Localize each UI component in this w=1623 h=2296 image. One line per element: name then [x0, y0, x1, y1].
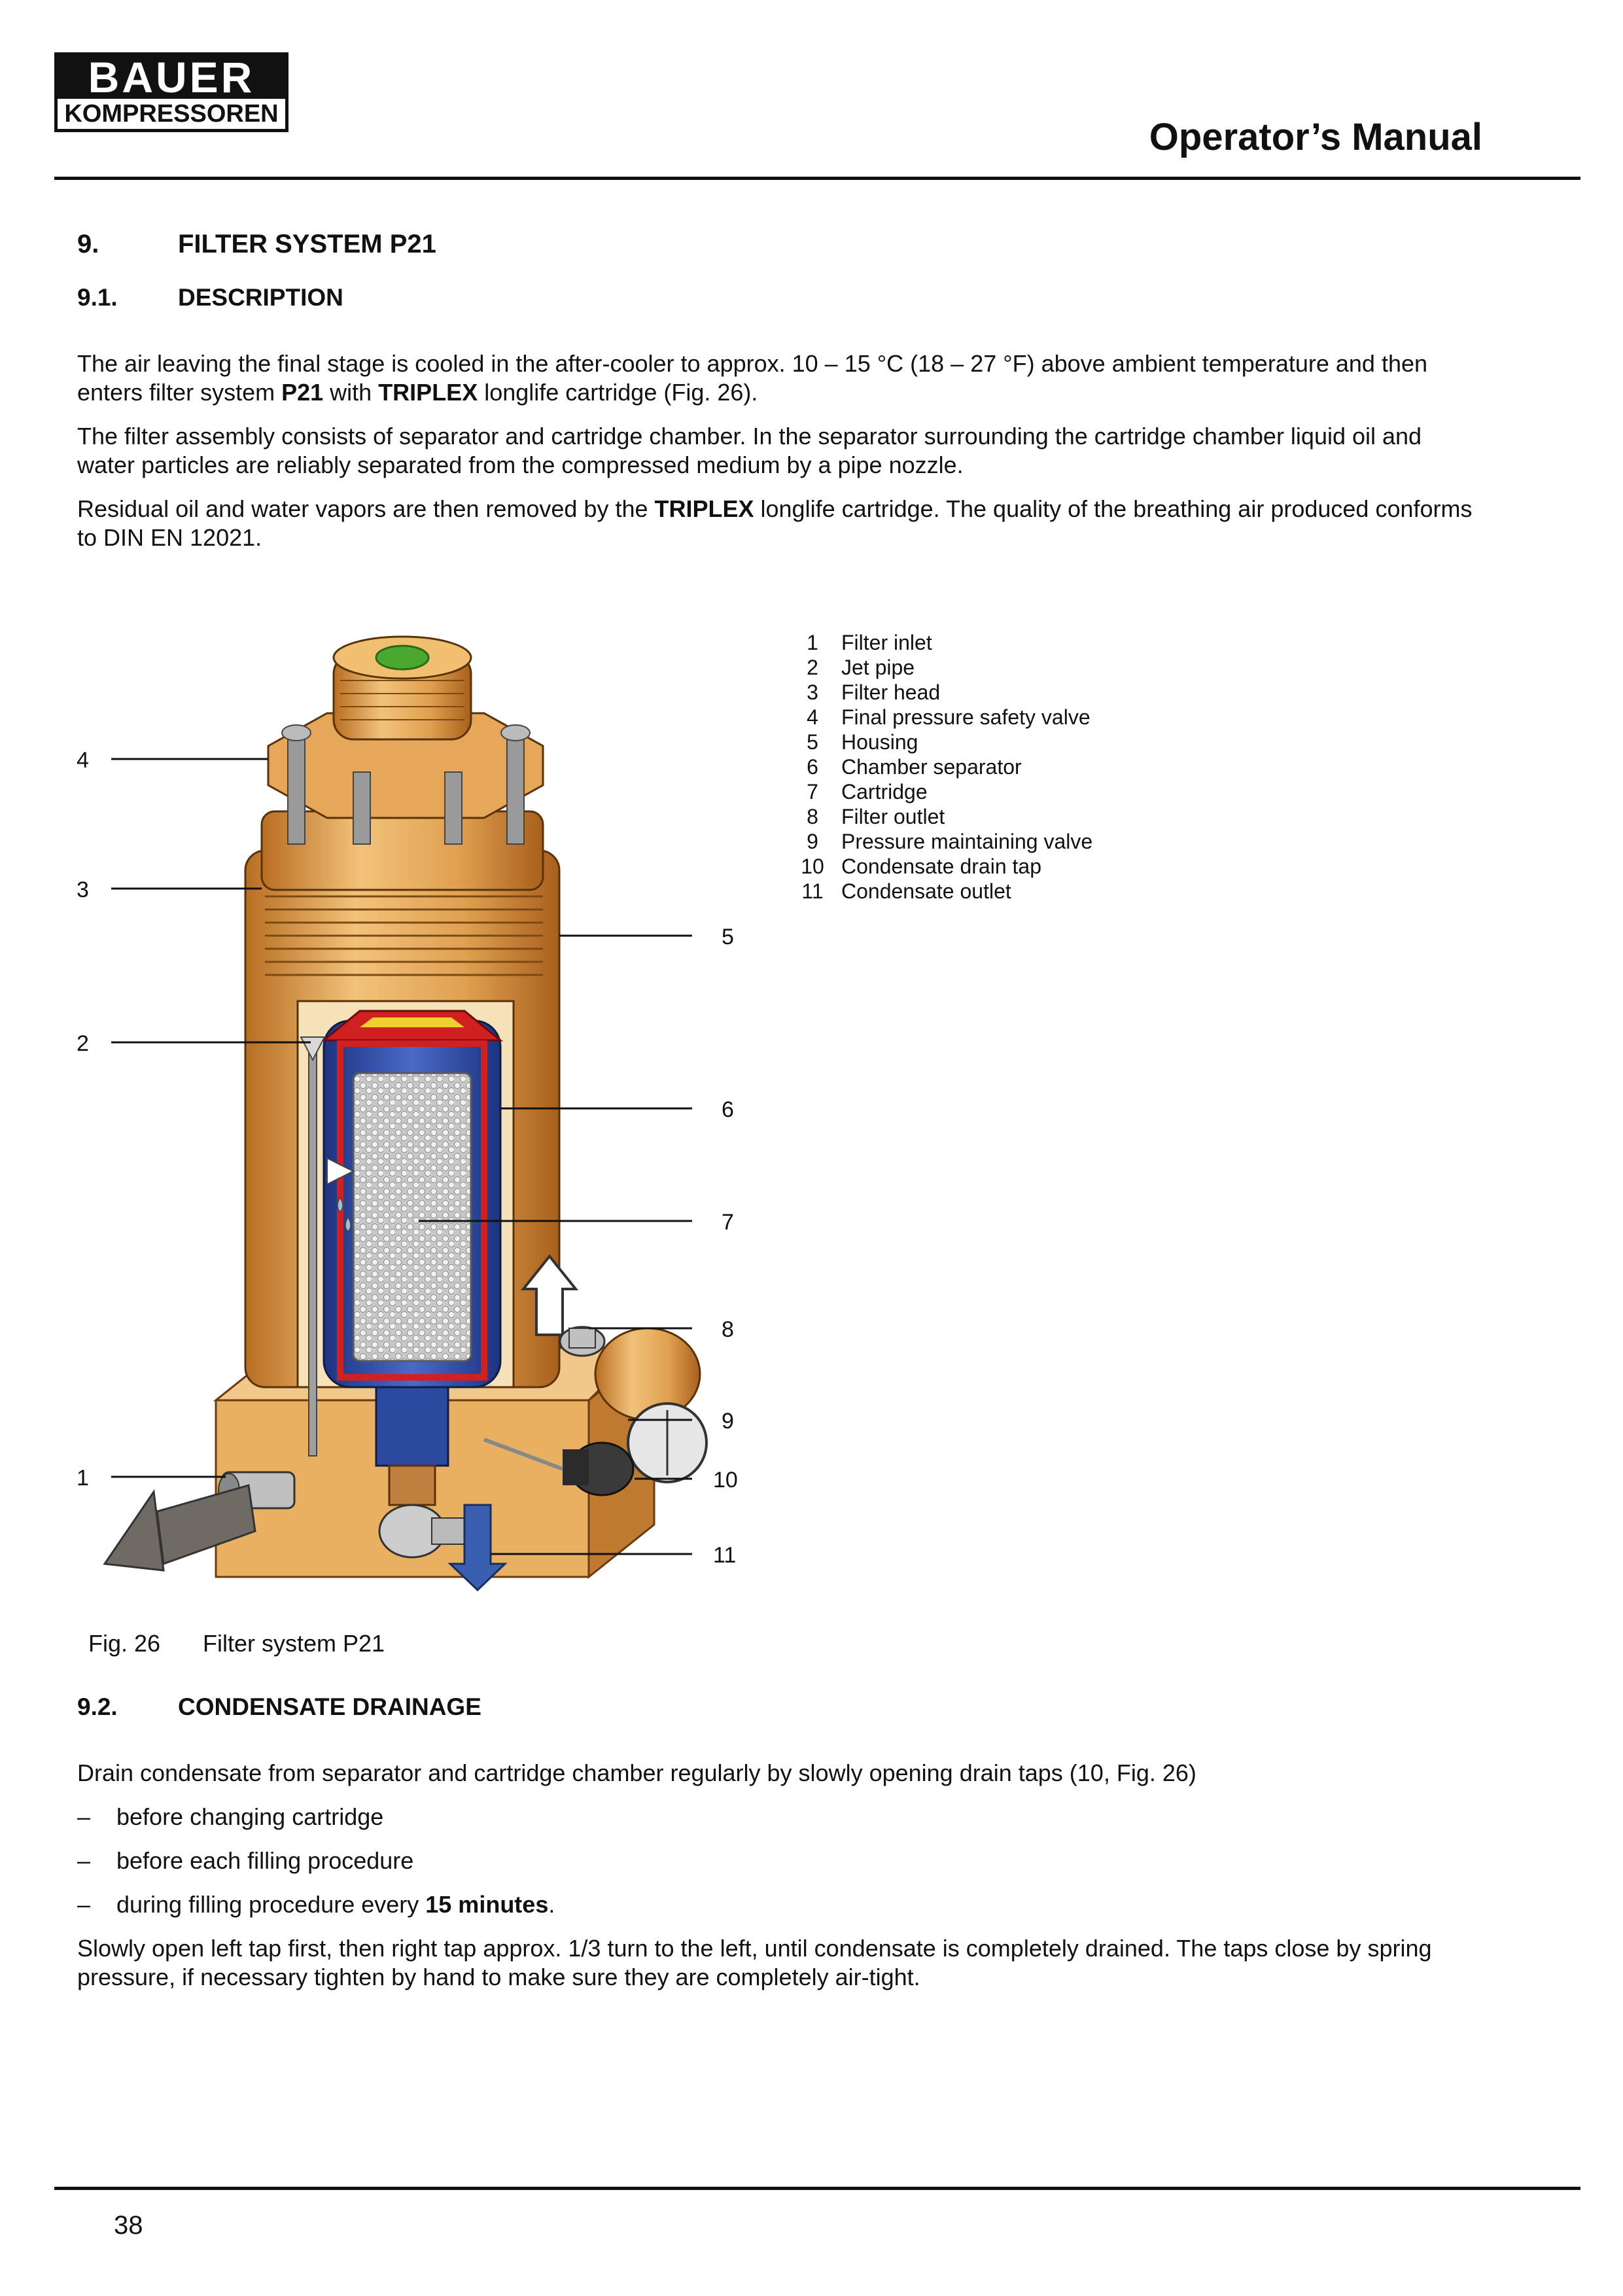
legend-number: 7	[807, 780, 818, 804]
list-bold-minutes: 15 minutes	[425, 1891, 549, 1918]
legend-label: Cartridge	[841, 780, 928, 804]
list-text-c: .	[548, 1891, 555, 1918]
section-title: FILTER SYSTEM P21	[178, 230, 436, 258]
safety-valve	[334, 637, 471, 739]
p1-text-e: longlife cartridge (Fig. 26).	[478, 379, 758, 406]
legend-number: 9	[807, 830, 818, 853]
legend-number: 3	[807, 680, 818, 704]
logo-bottom-text: KOMPRESSOREN	[64, 100, 279, 128]
filter-illustration	[65, 635, 772, 1597]
callout-2: 2	[77, 1031, 89, 1056]
bauer-logo	[54, 52, 288, 132]
legend-label: Filter inlet	[841, 631, 932, 654]
drainage-outro: Slowly open left tap first, then right tap approx. 1/3 turn to the left, until condensate is completely drained. The taps close by spring pressure, if necessary tighten by hand to make sure they are completely air‑tight.	[77, 1935, 1432, 1990]
callout-8: 8	[722, 1317, 734, 1342]
list-dash: –	[77, 1891, 91, 1918]
callout-11: 11	[713, 1543, 737, 1568]
legend-label: Condensate outlet	[841, 879, 1011, 903]
subsection-2-number: 9.2.	[77, 1693, 118, 1720]
p3-bold-triplex: TRIPLEX	[654, 495, 754, 522]
list-item	[77, 1890, 1058, 1919]
legend-label: Housing	[841, 730, 918, 754]
outlet-fitting	[560, 1327, 604, 1356]
list-dash: –	[77, 1803, 91, 1830]
drainage-intro: Drain condensate from separator and cartridge chamber regularly by slowly opening drain taps (10, Fig. 26)	[77, 1759, 1196, 1786]
callout-1: 1	[77, 1466, 89, 1491]
paragraph-1	[77, 349, 1484, 407]
legend-number: 10	[801, 855, 824, 878]
legend-label: Chamber separator	[841, 755, 1022, 779]
paragraph-3	[77, 495, 1484, 552]
section-number: 9.	[77, 230, 99, 258]
legend-label: Pressure maintaining valve	[841, 830, 1093, 853]
legend-label: Filter head	[841, 680, 941, 704]
p3-text-a: Residual oil and water vapors are then removed by the	[77, 495, 655, 522]
list-text-a: during filling procedure every	[116, 1891, 426, 1918]
callout-4: 4	[77, 748, 89, 773]
filter-drawing	[65, 635, 772, 1597]
p1-text-a: The air leaving the final stage is cooled in the after‑cooler to approx. 10 – 15 °C (18 – 27 °F) above ambient temperature and then enters filter system	[77, 350, 1428, 406]
callout-5: 5	[722, 925, 734, 949]
callout-6: 6	[722, 1097, 734, 1122]
subsection-title: DESCRIPTION	[178, 284, 343, 311]
legend-number: 2	[807, 656, 818, 679]
legend-number: 4	[807, 705, 818, 729]
manual-title: Operator’s Manual	[1149, 116, 1482, 158]
callout-9: 9	[722, 1409, 734, 1434]
subsection-number: 9.1.	[77, 284, 118, 311]
footer-rule	[54, 2187, 1580, 2190]
legend-label: Final pressure safety valve	[841, 705, 1091, 729]
p1-text-c: with	[323, 379, 379, 406]
list-item	[77, 1846, 1058, 1875]
legend-label: Condensate drain tap	[841, 855, 1041, 878]
legend-number: 6	[807, 755, 818, 779]
list-text: before changing cartridge	[116, 1803, 384, 1830]
figure-number: Fig. 26	[88, 1630, 161, 1657]
list-dash: –	[77, 1847, 91, 1874]
logo-top-text: BAUER	[58, 56, 285, 99]
page-number: 38	[114, 2211, 143, 2240]
subsection-2-title: CONDENSATE DRAINAGE	[178, 1693, 481, 1720]
paragraph-2: The filter assembly consists of separator and cartridge chamber. In the separator surrounding the cartridge chamber liquid oil and water particles are reliably separated from the compressed medium by a pipe nozzle.	[77, 423, 1422, 478]
figure-caption: Filter system P21	[203, 1630, 385, 1657]
legend-number: 5	[807, 730, 818, 754]
legend-label: Filter outlet	[841, 805, 945, 828]
p3-text-c: longlife cartridge. The quality of the breathing air produced conforms to DIN EN 12021.	[77, 495, 1473, 551]
p1-bold-triplex: TRIPLEX	[378, 379, 478, 406]
p1-bold-p21: P21	[281, 379, 324, 406]
callout-10: 10	[713, 1468, 738, 1492]
callout-7: 7	[722, 1210, 734, 1235]
list-text: before each filling procedure	[116, 1847, 414, 1874]
header-rule	[54, 177, 1580, 180]
legend-number: 1	[807, 631, 818, 654]
legend-number: 11	[801, 879, 824, 903]
callout-3: 3	[77, 877, 89, 902]
list-item	[77, 1803, 1058, 1831]
figure-legend	[799, 630, 1257, 905]
legend-number: 8	[807, 805, 818, 828]
legend-label: Jet pipe	[841, 656, 915, 679]
list-text	[116, 1890, 555, 1919]
